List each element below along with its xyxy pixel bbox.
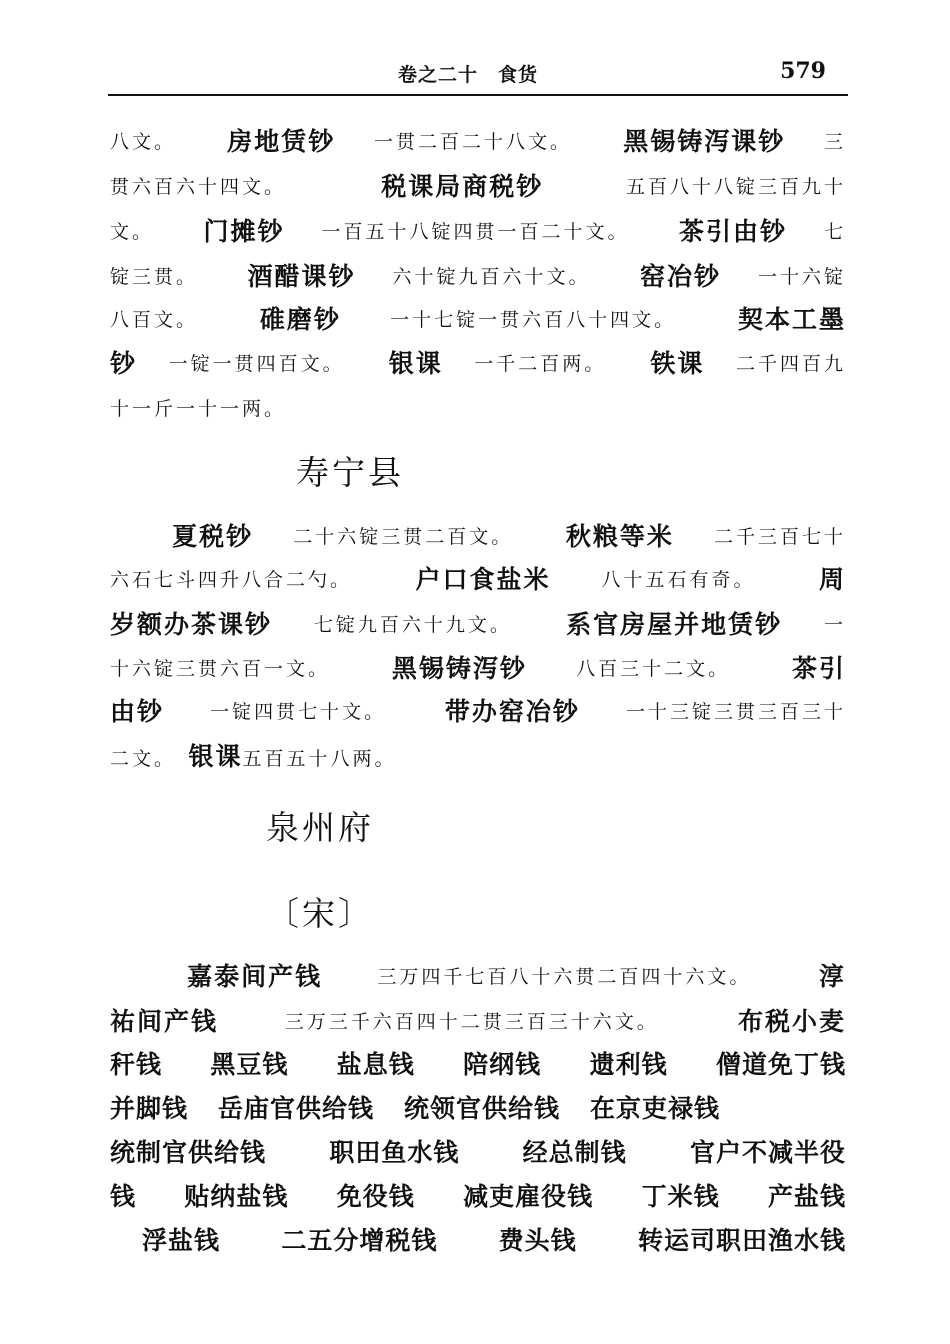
item-heading: 钞	[110, 349, 138, 378]
item-amount: 二十六锭三贯二百文。	[293, 526, 526, 548]
item-name: 统领官供给钱	[404, 1094, 561, 1123]
item-heading: 铁课	[650, 349, 705, 378]
heading-quanzhou-prefecture: 泉州府	[266, 808, 374, 847]
item-name: 黑豆钱	[210, 1050, 289, 1079]
item-heading: 茶引由钞	[678, 217, 787, 246]
item-name: 并脚钱	[110, 1094, 189, 1123]
item-name: 丁米钱	[641, 1182, 720, 1211]
text-line	[110, 558, 846, 602]
item-amount: 一锭一贯四百文。	[168, 353, 358, 375]
text-line	[110, 515, 846, 559]
item-name: 减吏雇役钱	[463, 1182, 594, 1211]
text-line	[110, 210, 846, 254]
text-line	[110, 255, 846, 299]
item-amount: 六石七斗四升八合二勺。	[110, 569, 365, 591]
item-name: 官户不减半役	[689, 1138, 846, 1167]
item-amount: 五百八十八锭三百九十	[625, 176, 846, 198]
item-amount: 七锭九百六十九文。	[313, 614, 525, 636]
item-heading: 带办窑冶钞	[444, 697, 580, 726]
text-line	[110, 735, 846, 779]
item-amount: 三	[823, 131, 846, 153]
item-heading: 秋粮等米	[565, 522, 674, 551]
item-amount	[110, 955, 132, 999]
heading-shouning-county: 寿宁县	[296, 453, 404, 492]
item-amount: 十一斤一十一两。	[110, 398, 287, 420]
text-line	[110, 1175, 846, 1219]
item-heading: 黑锡铸泻钞	[391, 654, 527, 683]
item-amount: 文。	[110, 221, 167, 243]
text-line	[110, 165, 846, 209]
text-line	[110, 1087, 846, 1131]
item-amount: 二千四百九	[735, 353, 846, 375]
item-amount: 二千三百七十	[713, 526, 846, 548]
item-name: 费头钱	[498, 1226, 577, 1255]
item-name: 盐息钱	[336, 1050, 415, 1079]
item-name: 二五分增税钱	[281, 1226, 438, 1255]
item-heading: 银课	[188, 742, 243, 771]
item-name: 经总制钱	[522, 1138, 627, 1167]
text-line	[110, 690, 846, 734]
item-name: 贴纳盐钱	[184, 1182, 289, 1211]
item-amount: 一十七锭一贯六百八十四文。	[390, 309, 689, 331]
item-amount: 一十六锭	[757, 266, 846, 288]
item-name: 遗利钱	[589, 1050, 668, 1079]
item-heading: 岁额办茶课钞	[110, 610, 273, 639]
item-amount: 八文。	[110, 131, 189, 153]
item-name: 在京吏禄钱	[590, 1094, 721, 1123]
text-line	[110, 1131, 846, 1175]
item-name: 免役钱	[336, 1182, 415, 1211]
item-amount: 一贯二百二十八文。	[373, 131, 585, 153]
item-heading: 窑冶钞	[639, 262, 721, 291]
item-name: 浮盐钱	[142, 1226, 221, 1255]
item-amount: 八百文。	[110, 309, 211, 331]
item-heading: 祐间产钱	[110, 1007, 219, 1036]
text-line	[110, 342, 846, 386]
item-heading: 户口食盐米	[415, 565, 551, 594]
text-line	[110, 603, 846, 647]
item-heading: 房地赁钞	[227, 127, 336, 156]
item-name: 产盐钱	[767, 1182, 846, 1211]
item-heading: 系官房屋并地赁钞	[566, 610, 783, 639]
item-amount: 一千二百两。	[474, 353, 619, 375]
text-line	[110, 1000, 846, 1044]
item-heading: 夏税钞	[172, 522, 254, 551]
item-name: 岳庙官供给钱	[218, 1094, 375, 1123]
item-heading: 黑锡铸泻课钞	[623, 127, 786, 156]
text-line	[110, 385, 846, 429]
item-amount: 一十三锭三贯三百三十	[625, 701, 846, 723]
item-name: 陪纲钱	[463, 1050, 542, 1079]
item-amount: 一锭四贯七十文。	[210, 701, 399, 723]
item-name: 转运司职田渔水钱	[637, 1226, 846, 1255]
item-heading: 周	[818, 565, 846, 594]
item-amount: 三万三千六百四十二贯三百三十六文。	[284, 1011, 672, 1033]
running-header	[108, 58, 848, 96]
item-amount: 一	[823, 614, 846, 636]
item-amount	[110, 515, 132, 559]
text-line	[110, 647, 846, 691]
item-heading: 碓磨钞	[259, 305, 341, 334]
item-amount: 八百三十二文。	[576, 658, 743, 680]
item-amount: 五百五十八两。	[242, 748, 397, 770]
item-heading: 税课局商税钞	[381, 172, 544, 201]
item-name: 统制官供给钱	[110, 1138, 267, 1167]
item-amount: 六十锭九百六十文。	[392, 266, 603, 288]
item-heading: 契本工墨	[737, 305, 846, 334]
item-amount: 贯六百六十四文。	[110, 176, 299, 198]
text-line	[110, 120, 846, 164]
item-amount: 十六锭三贯六百一文。	[110, 658, 343, 680]
text-line	[110, 955, 846, 999]
item-heading: 茶引	[791, 654, 846, 683]
item-amount: 八十五石有奇。	[601, 569, 768, 591]
running-title: 卷之二十 食货	[398, 64, 539, 86]
item-amount: 一百五十八锭四贯一百二十文。	[321, 221, 642, 243]
item-name: 秆钱	[110, 1050, 163, 1079]
item-heading: 银课	[388, 349, 443, 378]
item-heading: 门摊钞	[203, 217, 285, 246]
page-number: 579	[780, 58, 826, 84]
item-name: 钱	[110, 1182, 137, 1211]
item-amount: 三万四千七百八十六贯二百四十六文。	[377, 966, 764, 988]
item-amount: 锭三贯。	[110, 266, 211, 288]
item-name: 僧道免丁钱	[715, 1050, 846, 1079]
item-heading: 嘉泰间产钱	[187, 962, 323, 991]
item-heading: 布税小麦	[737, 1007, 846, 1036]
heading-song-dynasty: 〔宋〕	[266, 894, 374, 933]
item-heading: 酒醋课钞	[247, 262, 356, 291]
item-heading: 由钞	[110, 697, 165, 726]
item-heading: 淳	[818, 962, 846, 991]
text-line	[110, 1043, 846, 1087]
text-line	[142, 1219, 846, 1263]
item-amount: 七	[823, 221, 846, 243]
item-name: 职田鱼水钱	[329, 1138, 460, 1167]
item-amount: 二文。	[110, 748, 189, 770]
text-line	[110, 298, 846, 342]
